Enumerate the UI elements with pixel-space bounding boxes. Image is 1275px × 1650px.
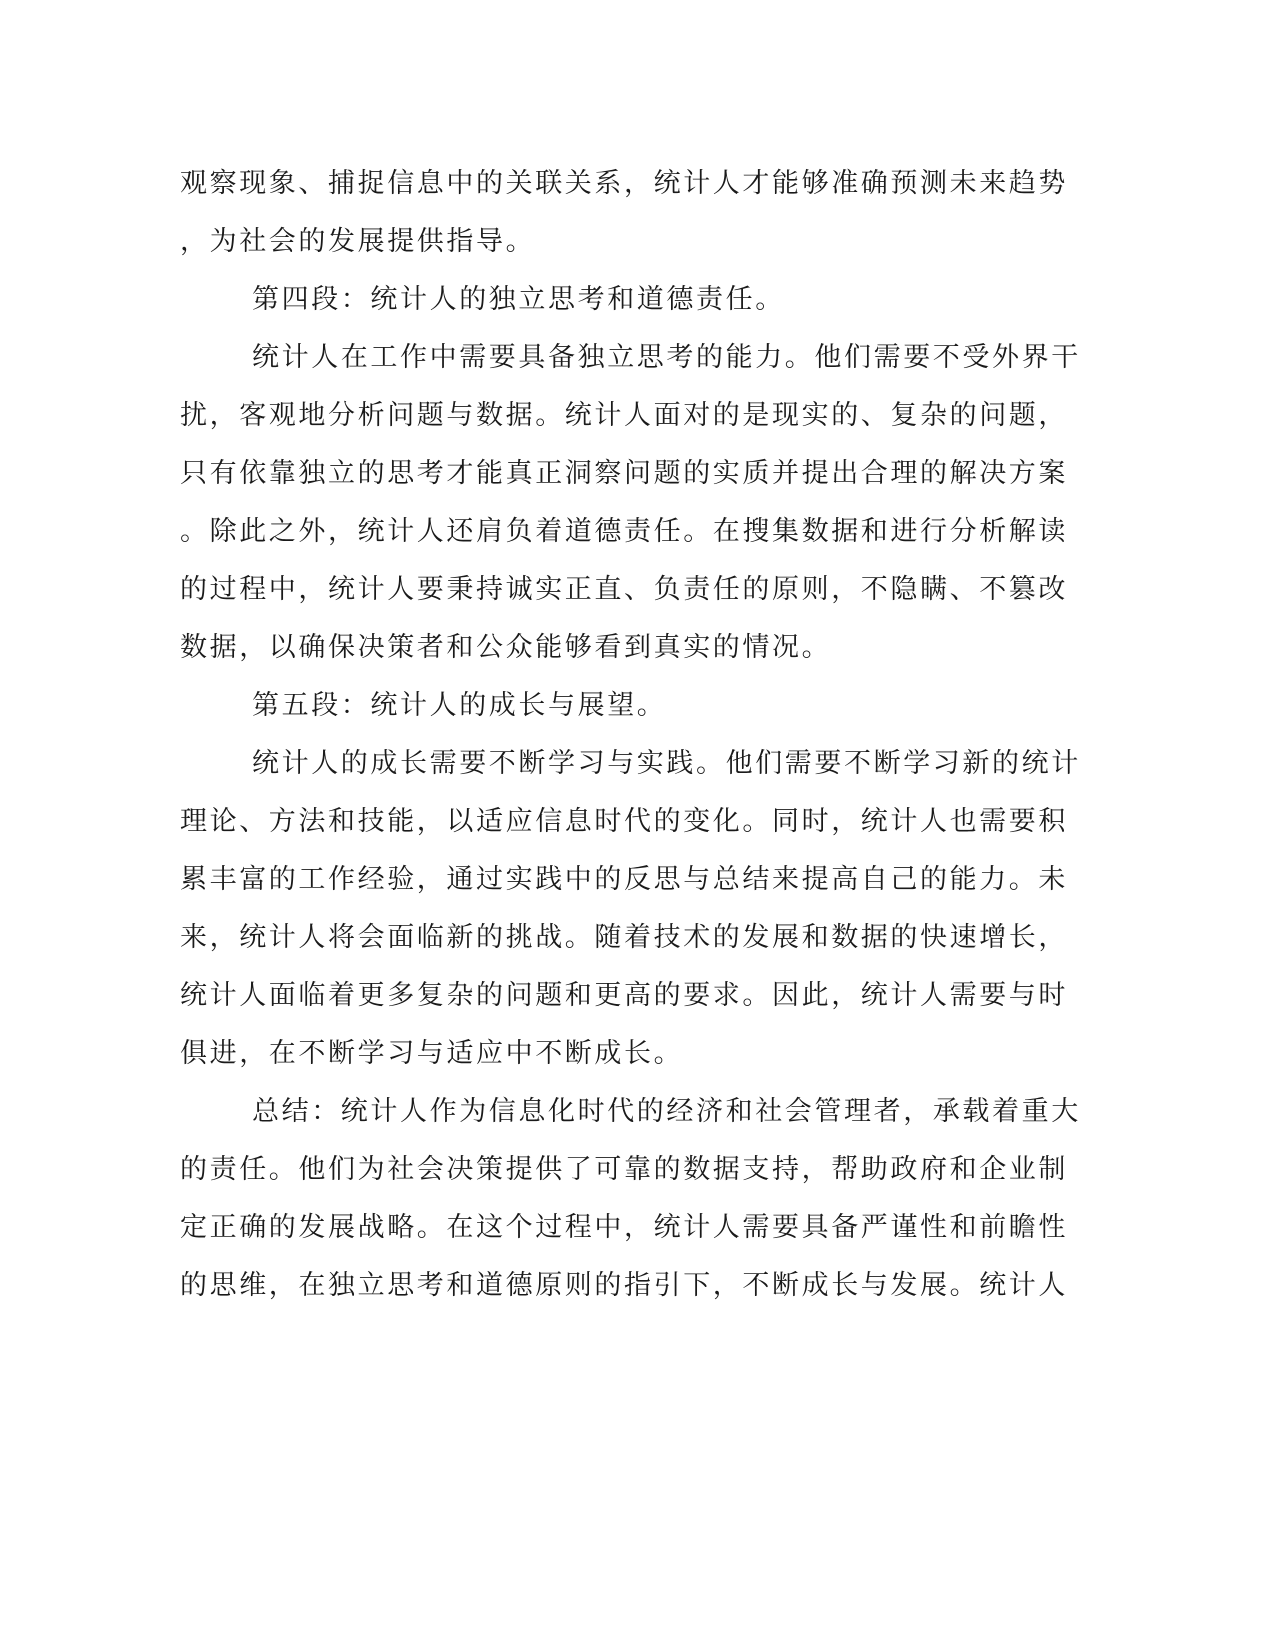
text-line: 统计人面临着更多复杂的问题和更高的要求。因此，统计人需要与时 (180, 980, 1068, 1011)
text-line: 定正确的发展战略。在这个过程中，统计人需要具备严谨性和前瞻性 (180, 1212, 1068, 1243)
text-line: 统计人的成长需要不断学习与实践。他们需要不断学习新的统计 (252, 748, 1081, 779)
text-line: 只有依靠独立的思考才能真正洞察问题的实质并提出合理的解决方案 (180, 458, 1068, 489)
text-line: 累丰富的工作经验，通过实践中的反思与总结来提高自己的能力。未 (180, 864, 1068, 895)
text-line: 。除此之外，统计人还肩负着道德责任。在搜集数据和进行分析解读 (180, 516, 1068, 547)
text-line: 的思维，在独立思考和道德原则的指引下，不断成长与发展。统计人 (180, 1270, 1068, 1301)
section-heading: 第四段：统计人的独立思考和道德责任。 (252, 284, 785, 315)
text-line: 扰，客观地分析问题与数据。统计人面对的是现实的、复杂的问题， (180, 400, 1068, 431)
text-line: 理论、方法和技能，以适应信息时代的变化。同时，统计人也需要积 (180, 806, 1068, 837)
summary-heading-line: 总结：统计人作为信息化时代的经济和社会管理者，承载着重大 (252, 1096, 1081, 1127)
text-line: 数据，以确保决策者和公众能够看到真实的情况。 (180, 632, 832, 663)
text-line: 观察现象、捕捉信息中的关联关系，统计人才能够准确预测未来趋势 (180, 168, 1068, 199)
text-line: 俱进，在不断学习与适应中不断成长。 (180, 1038, 684, 1069)
text-line: 的过程中，统计人要秉持诚实正直、负责任的原则，不隐瞒、不篡改 (180, 574, 1068, 605)
text-line: 的责任。他们为社会决策提供了可靠的数据支持，帮助政府和企业制 (180, 1154, 1068, 1185)
text-line: 来，统计人将会面临新的挑战。随着技术的发展和数据的快速增长， (180, 922, 1068, 953)
text-line: 统计人在工作中需要具备独立思考的能力。他们需要不受外界干 (252, 342, 1081, 373)
section-heading: 第五段：统计人的成长与展望。 (252, 690, 667, 721)
text-line: ，为社会的发展提供指导。 (180, 226, 536, 257)
document-body (180, 155, 1081, 1315)
